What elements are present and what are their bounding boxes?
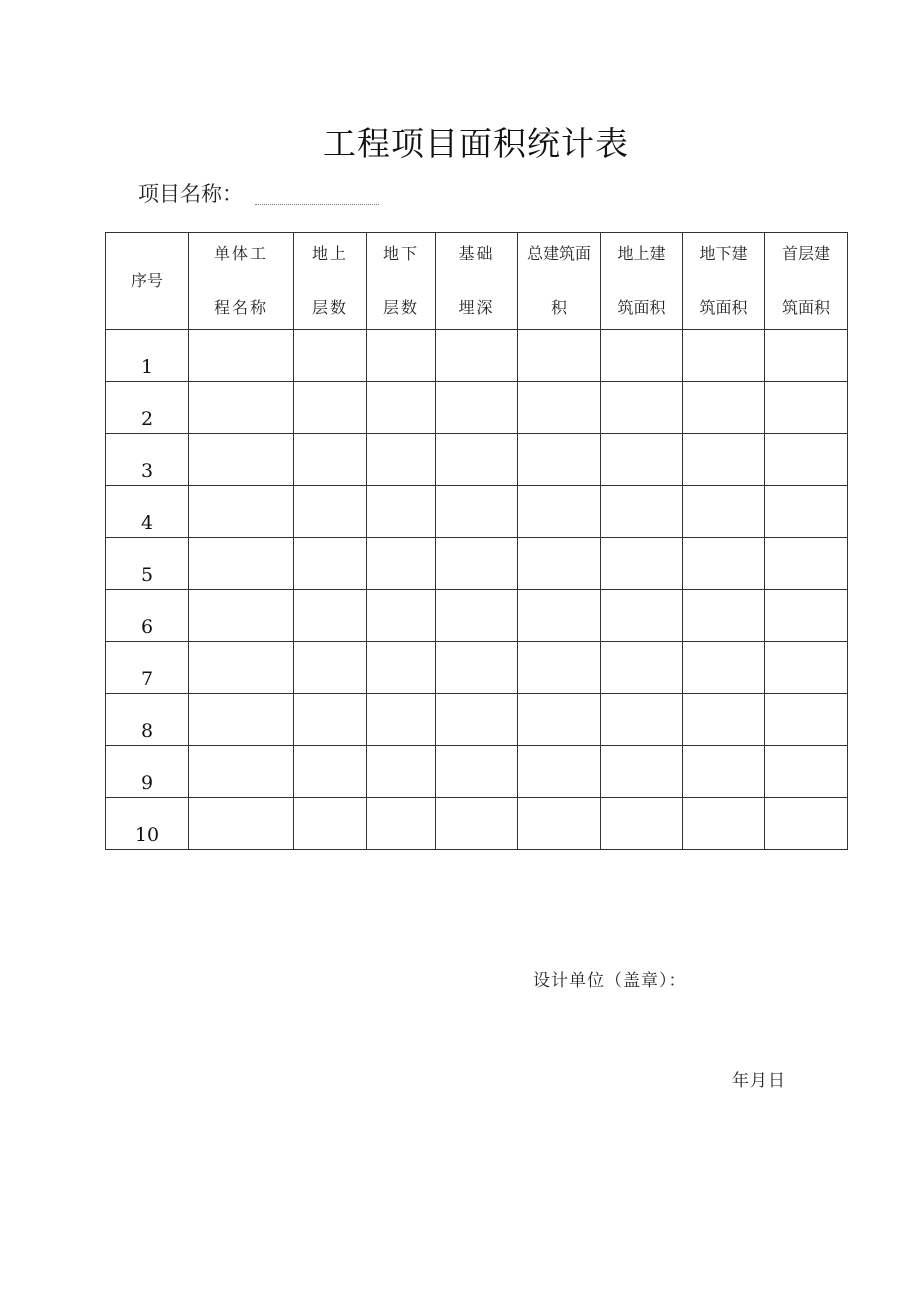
table-cell[interactable] — [436, 330, 518, 382]
table-cell[interactable] — [683, 798, 765, 850]
table-cell[interactable] — [601, 538, 683, 590]
table-cell[interactable] — [367, 330, 436, 382]
table-cell[interactable] — [189, 694, 294, 746]
header-first-floor-area-line1: 首层建 — [781, 244, 830, 263]
table-cell[interactable] — [294, 382, 367, 434]
table-cell[interactable] — [367, 486, 436, 538]
table-cell[interactable] — [518, 330, 601, 382]
header-total-area-line1: 总建筑面 — [526, 244, 591, 263]
header-floors-above-line2: 层数 — [311, 298, 348, 317]
table-cell[interactable] — [683, 486, 765, 538]
table-cell[interactable] — [683, 642, 765, 694]
table-cell[interactable] — [683, 694, 765, 746]
table-row — [106, 434, 848, 486]
table-cell[interactable] — [189, 330, 294, 382]
table-cell[interactable] — [189, 590, 294, 642]
header-floors-above — [294, 233, 367, 330]
date-label: 年月日 — [732, 1071, 786, 1091]
table-body — [106, 330, 848, 850]
table-cell[interactable] — [518, 434, 601, 486]
row-serial-number: 10 — [106, 798, 189, 850]
table-row — [106, 798, 848, 850]
table-cell[interactable] — [518, 694, 601, 746]
header-floors-below-line1: 地下 — [382, 244, 419, 263]
header-floors-above-line1: 地上 — [311, 244, 348, 263]
table-cell[interactable] — [601, 590, 683, 642]
row-serial-number: 7 — [106, 642, 189, 694]
table-cell[interactable] — [294, 798, 367, 850]
table-row — [106, 486, 848, 538]
table-cell[interactable] — [765, 590, 848, 642]
table-cell[interactable] — [765, 434, 848, 486]
row-serial-number: 3 — [106, 434, 189, 486]
project-name-field[interactable] — [255, 184, 379, 205]
header-foundation-depth-line2: 埋深 — [458, 298, 495, 317]
table-cell[interactable] — [683, 382, 765, 434]
table-cell[interactable] — [518, 382, 601, 434]
table-cell[interactable] — [518, 486, 601, 538]
design-unit-label: 设计单位（盖章）： — [533, 971, 687, 991]
table-cell[interactable] — [436, 746, 518, 798]
table-cell[interactable] — [765, 642, 848, 694]
header-serial-number — [106, 233, 189, 330]
table-cell[interactable] — [765, 694, 848, 746]
table-cell[interactable] — [601, 382, 683, 434]
table-cell[interactable] — [189, 382, 294, 434]
table-cell[interactable] — [189, 798, 294, 850]
table-cell[interactable] — [683, 590, 765, 642]
table-cell[interactable] — [189, 486, 294, 538]
table-cell[interactable] — [367, 642, 436, 694]
table-cell[interactable] — [436, 382, 518, 434]
table-cell[interactable] — [518, 642, 601, 694]
table-cell[interactable] — [765, 382, 848, 434]
table-cell[interactable] — [765, 798, 848, 850]
table-cell[interactable] — [518, 590, 601, 642]
table-row — [106, 382, 848, 434]
table-cell[interactable] — [518, 746, 601, 798]
header-floors-below-line2: 层数 — [382, 298, 419, 317]
row-serial-number: 8 — [106, 694, 189, 746]
row-serial-number: 4 — [106, 486, 189, 538]
table-cell[interactable] — [436, 642, 518, 694]
table-cell[interactable] — [436, 798, 518, 850]
table-cell[interactable] — [436, 486, 518, 538]
row-serial-number: 5 — [106, 538, 189, 590]
table-cell[interactable] — [601, 642, 683, 694]
row-serial-number: 6 — [106, 590, 189, 642]
table-cell[interactable] — [294, 538, 367, 590]
table-cell[interactable] — [601, 486, 683, 538]
table-cell[interactable] — [294, 642, 367, 694]
table-cell[interactable] — [765, 330, 848, 382]
table-cell[interactable] — [601, 434, 683, 486]
table-row — [106, 642, 848, 694]
table-cell[interactable] — [294, 330, 367, 382]
header-floors-below — [367, 233, 436, 330]
header-building-name — [189, 233, 294, 330]
table-cell[interactable] — [518, 798, 601, 850]
header-above-ground-area-line1: 地上建 — [617, 244, 666, 263]
table-cell[interactable] — [189, 746, 294, 798]
table-cell[interactable] — [436, 590, 518, 642]
header-total-area — [518, 233, 601, 330]
document-title: 工程项目面积统计表 — [323, 124, 629, 163]
header-building-name-line1: 单体工 — [213, 244, 268, 263]
table-header-row — [106, 233, 848, 330]
project-name-label: 项目名称： — [138, 182, 243, 206]
table-cell[interactable] — [367, 434, 436, 486]
header-total-area-line2: 积 — [550, 298, 567, 317]
table-cell[interactable] — [765, 538, 848, 590]
table-cell[interactable] — [294, 486, 367, 538]
header-below-ground-area-line1: 地下建 — [699, 244, 748, 263]
table-cell[interactable] — [367, 538, 436, 590]
area-statistics-table — [105, 232, 848, 850]
table-cell[interactable] — [367, 382, 436, 434]
table-cell[interactable] — [294, 694, 367, 746]
row-serial-number: 2 — [106, 382, 189, 434]
table-cell[interactable] — [367, 798, 436, 850]
table-cell[interactable] — [436, 434, 518, 486]
table-cell[interactable] — [601, 694, 683, 746]
table-row — [106, 538, 848, 590]
table-cell[interactable] — [294, 746, 367, 798]
table-cell[interactable] — [189, 642, 294, 694]
table-cell[interactable] — [683, 538, 765, 590]
row-serial-number: 1 — [106, 330, 189, 382]
table-cell[interactable] — [367, 590, 436, 642]
table-cell[interactable] — [436, 694, 518, 746]
table-row — [106, 694, 848, 746]
header-first-floor-area-line2: 筑面积 — [781, 298, 830, 317]
table-row — [106, 746, 848, 798]
table-cell[interactable] — [683, 746, 765, 798]
header-serial-number-text: 序号 — [130, 271, 163, 290]
table-cell[interactable] — [189, 538, 294, 590]
row-serial-number: 9 — [106, 746, 189, 798]
table-cell[interactable] — [436, 538, 518, 590]
table-cell[interactable] — [765, 486, 848, 538]
table-cell[interactable] — [601, 798, 683, 850]
header-foundation-depth — [436, 233, 518, 330]
table-row — [106, 590, 848, 642]
table-cell[interactable] — [601, 746, 683, 798]
table-cell[interactable] — [518, 538, 601, 590]
table-cell[interactable] — [765, 746, 848, 798]
table-cell[interactable] — [189, 434, 294, 486]
table-cell[interactable] — [683, 330, 765, 382]
table-cell[interactable] — [294, 590, 367, 642]
table-cell[interactable] — [601, 330, 683, 382]
header-above-ground-area — [601, 233, 683, 330]
header-below-ground-area-line2: 筑面积 — [699, 298, 748, 317]
table-row — [106, 330, 848, 382]
header-above-ground-area-line2: 筑面积 — [617, 298, 666, 317]
table-cell[interactable] — [367, 694, 436, 746]
table-cell[interactable] — [294, 434, 367, 486]
table-cell[interactable] — [367, 746, 436, 798]
header-below-ground-area — [683, 233, 765, 330]
header-building-name-line2: 程名称 — [213, 298, 268, 317]
table-cell[interactable] — [683, 434, 765, 486]
project-name-row — [138, 178, 379, 208]
header-foundation-depth-line1: 基础 — [458, 244, 495, 263]
header-first-floor-area — [765, 233, 848, 330]
